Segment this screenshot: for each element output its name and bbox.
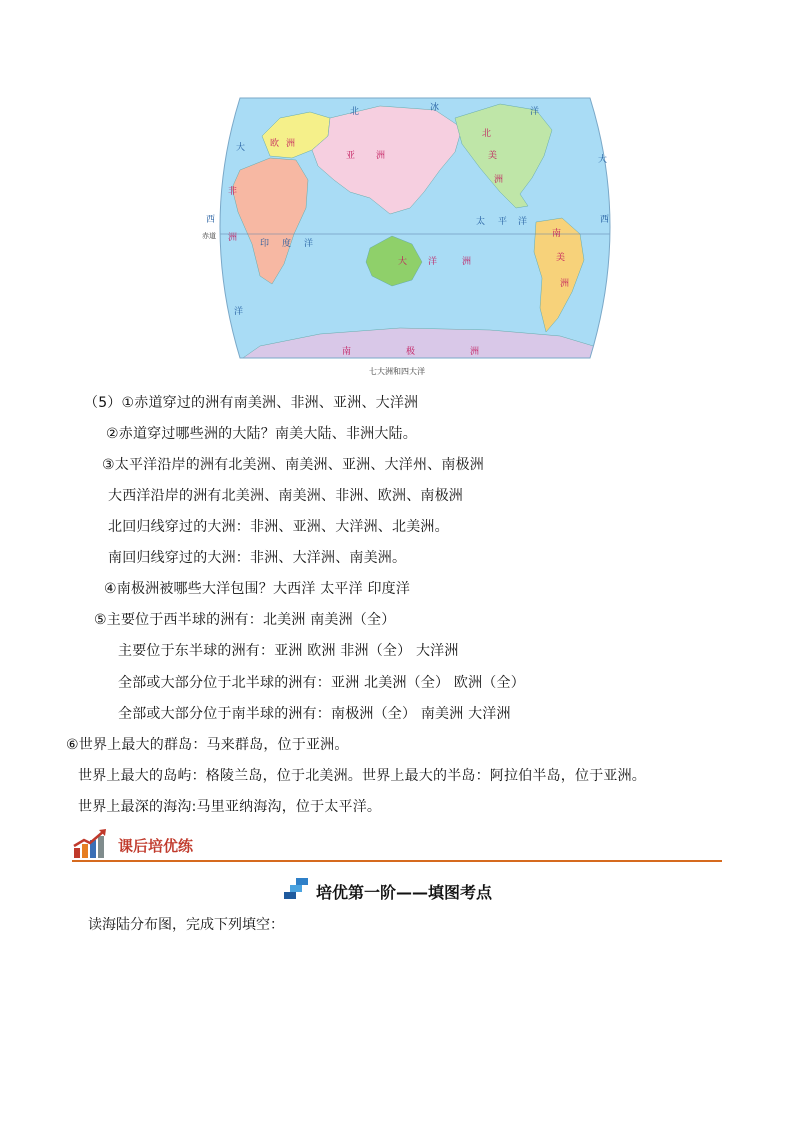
label-africa-2: 洲 [228, 233, 238, 243]
label-antarctica-1: 南 [342, 347, 352, 357]
label-asia-1: 亚 [346, 151, 356, 161]
sub-header [0, 874, 794, 904]
note-line-1: （5）①赤道穿过的洲有南美洲、非洲、亚洲、大洋洲 [84, 395, 419, 411]
note-line-8: ⑤主要位于西半球的洲有：北美洲 南美洲（全） [94, 612, 396, 628]
label-antarctica-3: 洲 [470, 347, 480, 357]
label-arctic-3: 洋 [530, 107, 540, 117]
label-sa-3: 洲 [560, 279, 570, 289]
sub-title: 培优第一阶——填图考点 [316, 883, 493, 902]
label-atlantic-r-2: 西 [600, 215, 610, 225]
label-pacific-3: 洋 [518, 217, 528, 227]
note-line-5: 北回归线穿过的大洲：非洲、亚洲、大洋洲、北美洲。 [108, 519, 449, 535]
label-africa-1: 非 [228, 187, 238, 197]
section-header [72, 826, 722, 862]
label-sa-1: 南 [552, 229, 562, 239]
label-oceania-1: 大 [398, 257, 408, 267]
label-indian-1: 印 [260, 239, 270, 249]
note-line-7: ④南极洲被哪些大洋包围？大西洋 太平洋 印度洋 [104, 581, 411, 597]
label-atlantic-l-2: 西 [206, 215, 216, 225]
section-title: 课后培优练 [118, 837, 194, 855]
label-atlantic-l-1: 大 [236, 143, 246, 153]
note-line-14: 世界上最深的海沟:马里亚纳海沟，位于太平洋。 [78, 799, 382, 815]
section-rule [72, 860, 722, 862]
note-line-9: 主要位于东半球的洲有：亚洲 欧洲 非洲（全） 大洋洲 [118, 643, 459, 659]
growth-chart-icon [72, 828, 108, 860]
note-line-10: 全部或大部分位于北半球的洲有：亚洲 北美洲（全） 欧洲（全） [118, 675, 525, 691]
label-equator: 赤道 [202, 232, 216, 240]
label-indian-2: 度 [282, 239, 292, 249]
label-na-3: 洲 [494, 175, 504, 185]
map-caption: 七大洲和四大洋 [369, 367, 425, 376]
label-atlantic-r-1: 大 [598, 155, 608, 165]
note-line-2: ②赤道穿过哪些洲的大陆？南美大陆、非洲大陆。 [106, 426, 417, 442]
label-europe-1: 欧 [270, 139, 280, 149]
label-arctic-2: 冰 [430, 103, 440, 113]
instruction-text: 读海陆分布图，完成下列填空： [88, 917, 284, 933]
note-line-11: 全部或大部分位于南半球的洲有：南极洲（全） 南美洲 大洋洲 [118, 706, 511, 722]
label-pacific-1: 太 [476, 217, 486, 227]
label-europe-2: 洲 [286, 139, 296, 149]
step-blocks-icon [284, 878, 310, 900]
label-pacific-2: 平 [498, 217, 508, 227]
note-line-6: 南回归线穿过的大洲：非洲、大洋洲、南美洲。 [108, 550, 407, 566]
note-line-13: 世界上最大的岛屿：格陵兰岛，位于北美洲。世界上最大的半岛：阿拉伯半岛，位于亚洲。 [78, 768, 646, 784]
label-sa-2: 美 [556, 253, 566, 263]
label-indian-3: 洋 [304, 239, 314, 249]
label-antarctica-2: 极 [406, 347, 416, 357]
note-line-4: 大西洋沿岸的洲有北美洲、南美洲、非洲、欧洲、南极洲 [108, 488, 463, 504]
label-atlantic-l-3: 洋 [234, 307, 244, 317]
world-map [200, 96, 630, 360]
label-oceania-3: 洲 [462, 257, 472, 267]
label-na-2: 美 [488, 151, 498, 161]
note-line-3: ③太平洋沿岸的洲有北美洲、南美洲、亚洲、大洋州、南极洲 [102, 457, 484, 473]
label-arctic-1: 北 [350, 107, 360, 117]
world-map-svg [200, 96, 630, 360]
label-asia-2: 洲 [376, 151, 386, 161]
note-line-12: ⑥世界上最大的群岛：马来群岛，位于亚洲。 [66, 737, 349, 753]
label-na-1: 北 [482, 129, 492, 139]
label-oceania-2: 洋 [428, 257, 438, 267]
